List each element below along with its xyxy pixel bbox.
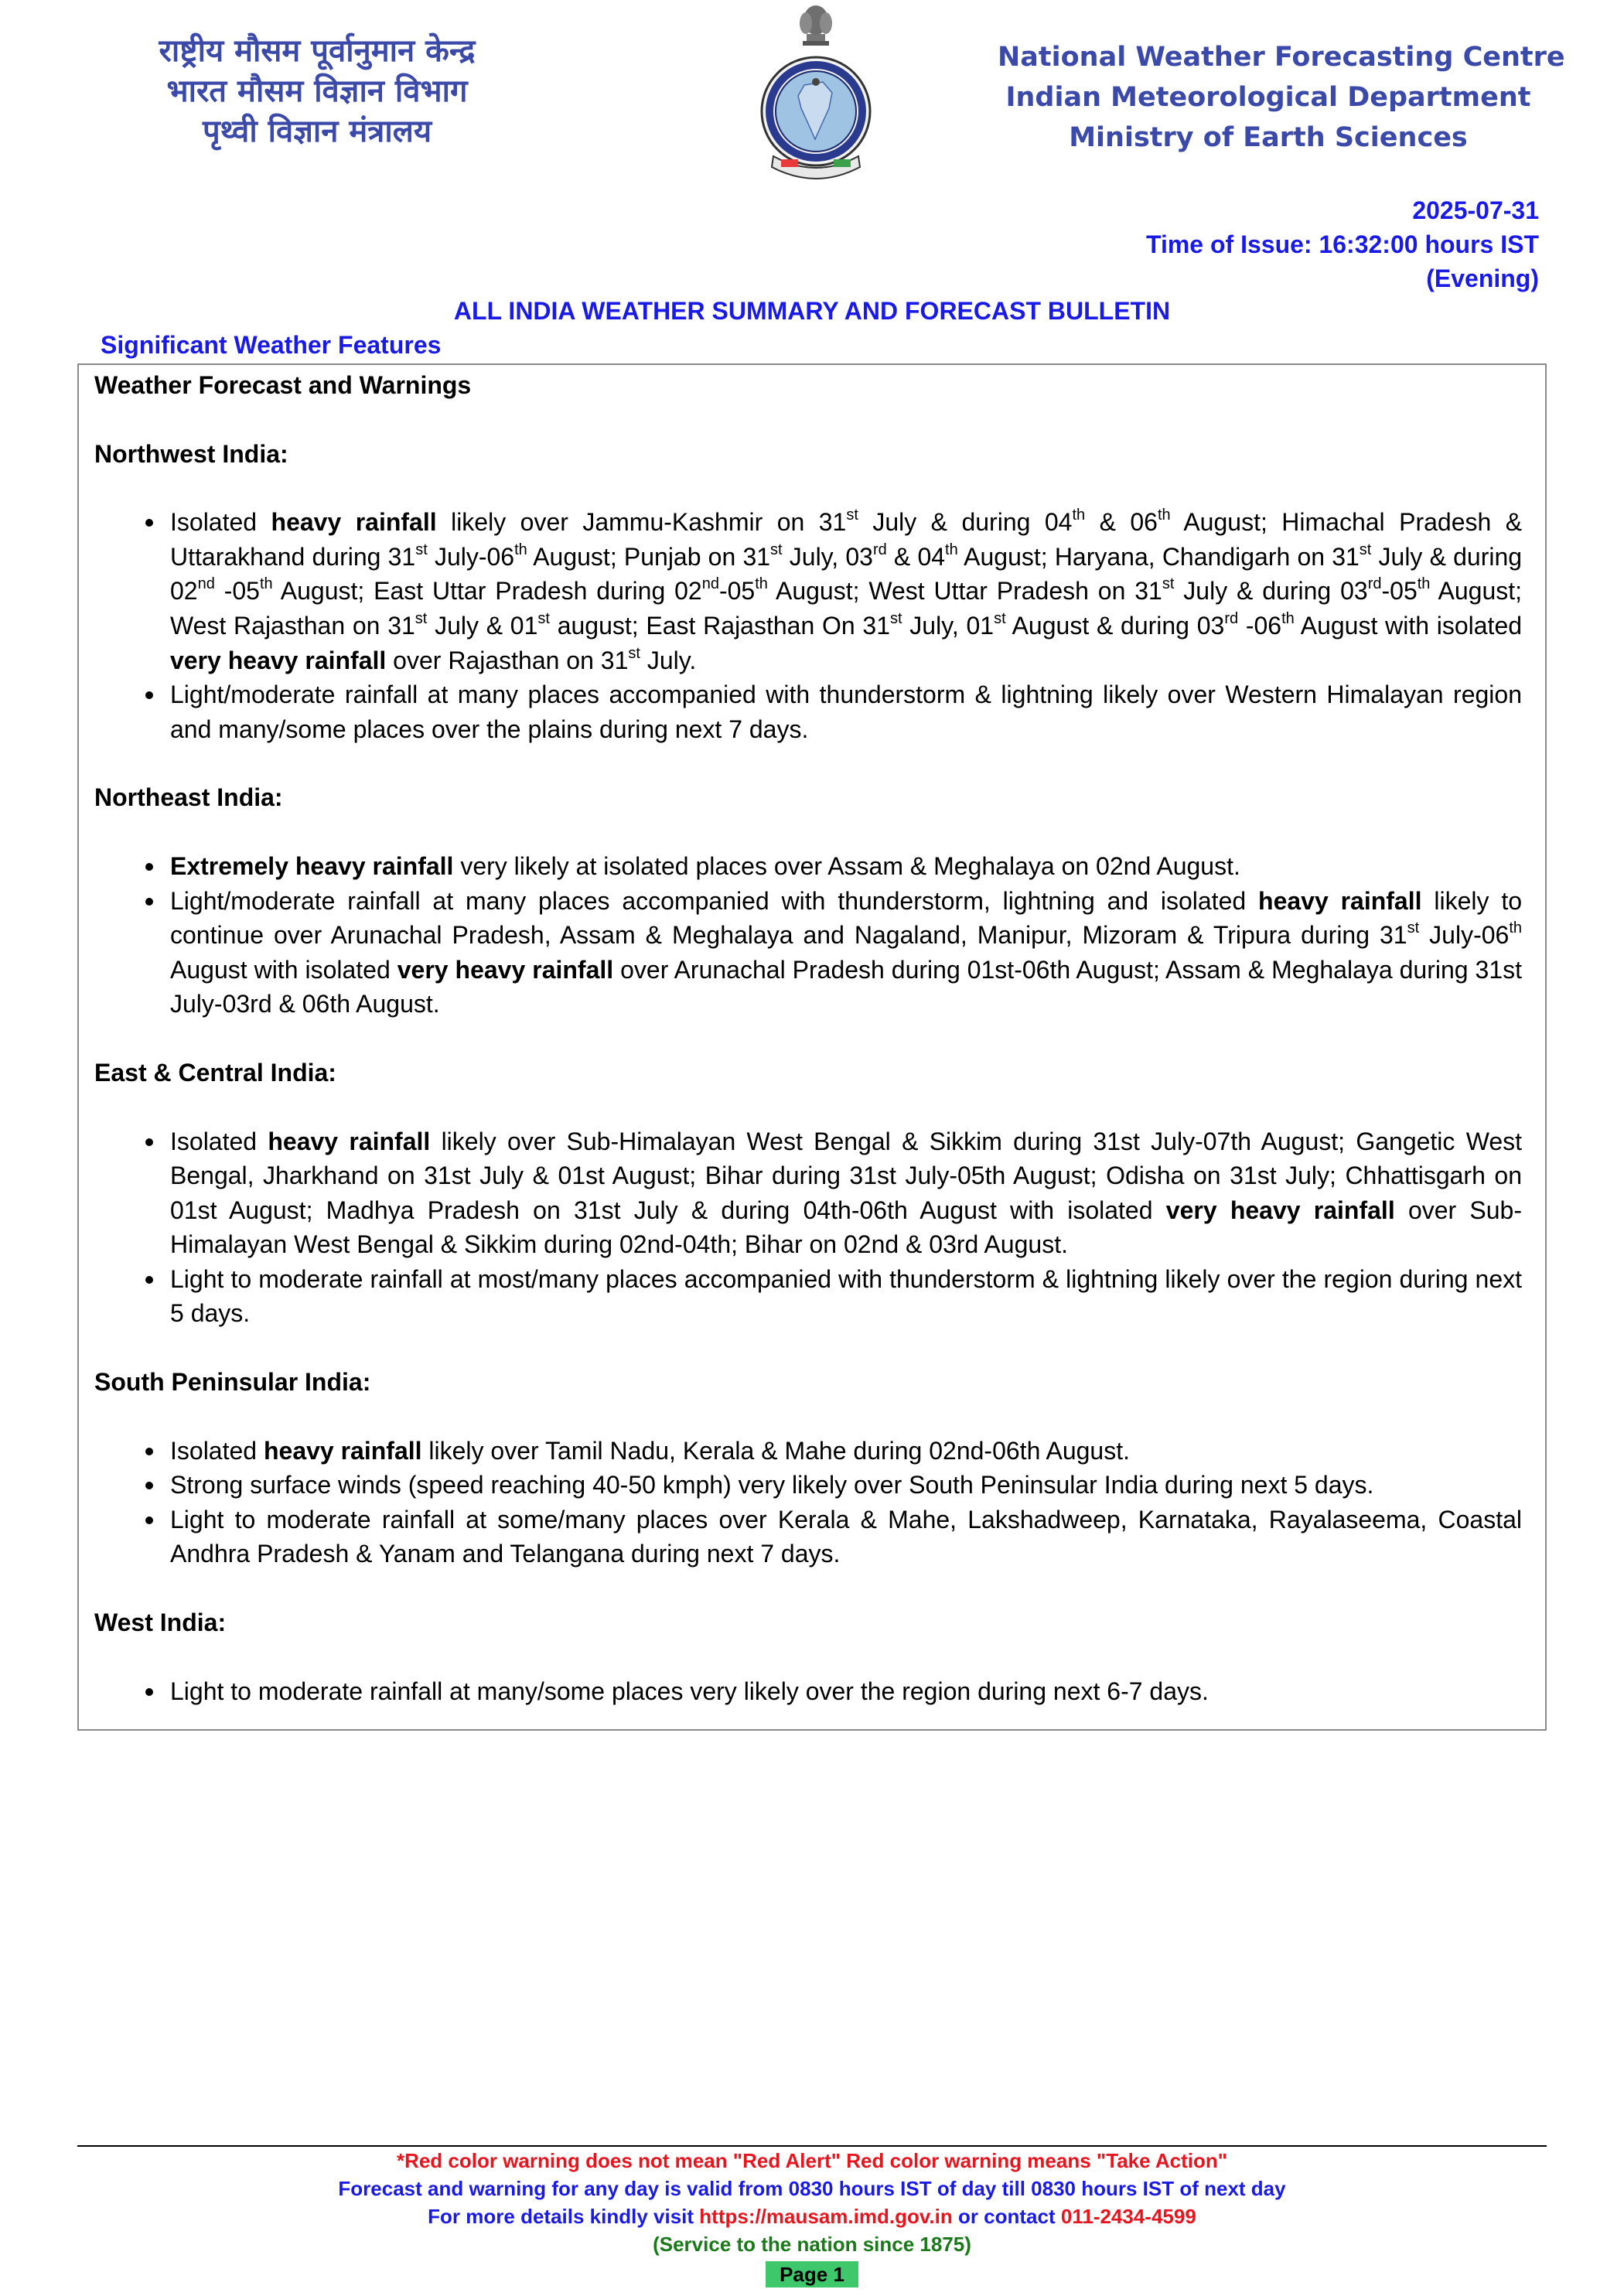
text: -05 [1381, 577, 1418, 606]
ordinal: th [1417, 575, 1431, 593]
validity-note: Forecast and warning for any day is valid from 0830 hours IST of day till 0830 hours IST of next day [338, 2177, 1286, 2200]
ordinal: th [259, 575, 273, 593]
text: July-06 [427, 542, 515, 571]
service-note: (Service to the nation since 1875) [653, 2233, 971, 2256]
text: August with isolated [170, 955, 397, 984]
text: likely over Jammu-Kashmir on 31 [436, 508, 847, 537]
ordinal: st [994, 609, 1006, 627]
text: likely over Sub-Himalayan West Bengal & Sikkim during 31st July-07th August; Gangetic West Bengal, Jharkhand on 31st July & 01st August; Bihar during 31st July-05th August; Odisha on 31st July; Chhattisgarh on 01st August; Madhya Pradesh on 31st July & during 04th-06th August with isolated [170, 1127, 1523, 1224]
contact-prefix: or contact [952, 2205, 1061, 2228]
ordinal: st [628, 644, 640, 662]
ordinal: st [846, 507, 858, 524]
ordinal: rd [872, 541, 887, 558]
text: Isolated [170, 1436, 264, 1465]
list-item: Light to moderate rainfall at most/many places accompanied with thunderstorm & lightning likely over the region during next 5 days. [170, 1262, 1522, 1331]
ordinal: th [1281, 609, 1295, 627]
emphasis: heavy rainfall [271, 508, 437, 537]
text: August; Himachal Pradesh & Uttarakhand during 31 [170, 508, 1523, 571]
text: August; Haryana, Chandigarh on 31 [957, 542, 1360, 571]
list-item [170, 849, 1522, 884]
hindi-title-line: भारत मौसम विज्ञान विभाग [166, 73, 468, 109]
text: August; Punjab on 31 [527, 542, 771, 571]
contact-line [0, 2202, 1624, 2230]
emphasis: heavy rainfall [1258, 886, 1422, 915]
issue-time: Time of Issue: 16:32:00 hours IST [1145, 230, 1539, 258]
ordinal: th [514, 541, 527, 558]
ordinal: nd [197, 575, 215, 593]
ordinal: st [415, 541, 428, 558]
text: July, 03 [782, 542, 873, 571]
text: likely over Tamil Nadu, Kerala & Mahe during 02nd-06th August. [421, 1436, 1130, 1465]
section-title: Significant Weather Features [101, 331, 442, 359]
ordinal: th [1072, 507, 1086, 524]
red-warning-note: *Red color warning does not mean "Red Alert" Red color warning means "Take Action" [396, 2149, 1228, 2172]
text: July & during 03 [1174, 577, 1368, 606]
list-item: Light/moderate rainfall at many places accompanied with thunderstorm & lightning likely over Western Himalayan region and many/some places over the plains during next 7 days. [170, 677, 1522, 746]
text: & 04 [886, 542, 946, 571]
hindi-title-line: पृथ्वी विज्ञान मंत्रालय [202, 114, 432, 149]
list-item: Light to moderate rainfall at many/some places very likely over the region during next 6-7 days. [170, 1674, 1522, 1709]
footer [0, 2147, 1624, 2288]
text: August & during 03 [1005, 611, 1225, 640]
emphasis: Extremely heavy rainfall [170, 851, 454, 880]
text: July & during 04 [858, 508, 1073, 537]
english-title-line: Ministry of Earth Sciences [1069, 122, 1468, 153]
region-title-northwest: Northwest India: [94, 439, 288, 468]
text: August; West Uttar Pradesh on 31 [767, 577, 1162, 606]
text: over Rajasthan on 31 [386, 646, 629, 674]
ordinal: rd [1367, 575, 1382, 593]
text: Light/moderate rainfall at many places accompanied with thunderstorm, lightning and isolated [170, 886, 1259, 915]
emphasis: heavy rainfall [263, 1436, 422, 1465]
ordinal: st [537, 609, 550, 627]
emphasis: heavy rainfall [268, 1127, 431, 1155]
ordinal: nd [701, 575, 719, 593]
english-title-line: National Weather Forecasting Centre [998, 42, 1565, 73]
issue-info [1146, 193, 1539, 295]
northwest-bullets [94, 505, 1522, 746]
forecast-box [77, 363, 1547, 1731]
text: August with isolated [1294, 611, 1523, 640]
text: July-06 [1419, 921, 1510, 950]
ordinal: rd [1224, 609, 1239, 627]
region-title-east-central: East & Central India: [94, 1058, 336, 1087]
northeast-bullets [94, 849, 1522, 1022]
list-item: Light to moderate rainfall at some/many places over Kerala & Mahe, Lakshadweep, Karnataka, Rayalaseema, Coastal Andhra Pradesh & Yanam and Telangana during next 7 days. [170, 1503, 1522, 1571]
page-number-badge: Page 1 [766, 2261, 858, 2287]
ordinal: th [1509, 919, 1523, 937]
details-prefix: For more details kindly visit [428, 2205, 700, 2228]
imd-emblem-icon [758, 2, 874, 187]
ordinal: th [755, 575, 768, 593]
emphasis: very heavy rainfall [1165, 1196, 1395, 1224]
list-item [170, 884, 1522, 1022]
emphasis: very heavy rainfall [170, 646, 387, 674]
text: august; East Rajasthan On 31 [549, 611, 891, 640]
list-item [170, 1434, 1522, 1469]
list-item [170, 505, 1522, 677]
list-item [170, 1124, 1522, 1262]
text: likely to continue over Arunachal Pradesh, Assam & Meghalaya and Nagaland, Manipur, Mizoram & Tripura during 31 [170, 886, 1523, 950]
hindi-title-block [116, 31, 518, 152]
website-link[interactable]: https://mausam.imd.gov.in [699, 2205, 953, 2228]
ordinal: th [1157, 507, 1171, 524]
list-item: Strong surface winds (speed reaching 40-50 kmph) very likely over South Peninsular India during next 5 days. [170, 1468, 1522, 1503]
text: -05 [214, 577, 260, 606]
phone-number: 011-2434-4599 [1060, 2205, 1196, 2228]
english-title-line: Indian Meteorological Department [1005, 82, 1531, 113]
forecast-heading: Weather Forecast and Warnings [94, 371, 472, 399]
south-bullets [94, 1434, 1522, 1571]
ordinal: st [1162, 575, 1175, 593]
text: -06 [1238, 611, 1282, 640]
region-title-west: West India: [94, 1609, 227, 1637]
text: over Sub-Himalayan West Bengal & Sikkim during 02nd-04th; Bihar on 02nd & 03rd August. [170, 1196, 1523, 1259]
text: Isolated [170, 1127, 268, 1155]
text: over Arunachal Pradesh during 01st-06th August; Assam & Meghalaya during 31st July-03rd & 06th August. [170, 955, 1523, 1018]
english-title-block [998, 37, 1565, 158]
emphasis: very heavy rainfall [397, 955, 614, 984]
text: July, 01 [902, 611, 995, 640]
text: August; West Rajasthan on 31 [170, 577, 1523, 640]
text: July & 01 [427, 611, 538, 640]
text: July. [640, 646, 697, 674]
text: very likely at isolated places over Assam & Meghalaya on 02nd August. [453, 851, 1240, 880]
region-title-northeast: Northeast India: [94, 783, 283, 812]
ordinal: st [890, 609, 902, 627]
ordinal: th [945, 541, 958, 558]
region-title-south: South Peninsular India: [94, 1368, 371, 1397]
ordinal: st [1407, 919, 1420, 937]
text: July & during 02 [170, 542, 1523, 606]
text: & 06 [1085, 508, 1158, 537]
text: Isolated [170, 508, 271, 537]
ordinal: st [1359, 541, 1372, 558]
east-central-bullets [94, 1124, 1522, 1332]
ordinal: st [770, 541, 783, 558]
ordinal: st [415, 609, 428, 627]
text: -05 [718, 577, 756, 606]
hindi-title-line: राष्ट्रीय मौसम पूर्वानुमान केन्द्र [159, 33, 476, 69]
bulletin-title: ALL INDIA WEATHER SUMMARY AND FORECAST BULLETIN [453, 297, 1171, 325]
text: August; East Uttar Pradesh during 02 [272, 577, 702, 606]
issue-date: 2025-07-31 [1412, 196, 1539, 224]
west-bullets [94, 1674, 1522, 1709]
issue-session: (Evening) [1426, 264, 1539, 292]
